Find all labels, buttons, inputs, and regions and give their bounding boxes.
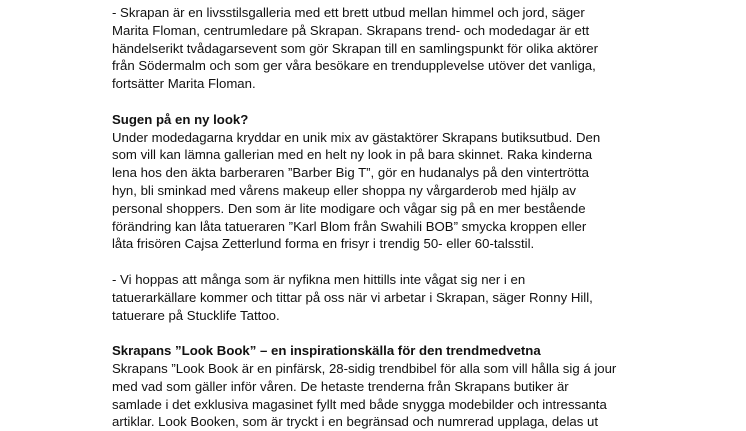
text-line: Under modedagarna kryddar en unik mix av gästaktörer Skrapans butiksutbud. Den <box>112 129 601 145</box>
paragraph-spacer <box>112 324 632 342</box>
text-line: - Vi hoppas att många som är nyfikna men hittills inte vågat sig ner i en <box>112 271 526 287</box>
paragraph-spacer <box>112 253 632 271</box>
text-line: - Skrapan är en livsstilsgalleria med ett brett utbud mellan himmel och jord, säger <box>112 5 585 20</box>
text-line: fortsätter Marita Floman. <box>112 76 256 92</box>
text-line: samlade i det exklusiva magasinet fyllt med både snygga modebilder och intressanta <box>112 396 607 412</box>
text-line: personal shoppers. Den som är lite modigare och vågar sig på en mer bestående <box>112 200 586 216</box>
text-line: tatuerare på Stucklife Tattoo. <box>112 307 280 323</box>
text-line: händelserikt tvådagarsevent som gör Skrapan till en samlingspunkt för olika aktörer <box>112 40 598 56</box>
paragraph-look-book <box>112 360 632 431</box>
text-line: tatuerarkällare kommer och tittar på oss när vi arbetar i Skrapan, säger Ronny Hill, <box>112 289 593 305</box>
paragraph-spacer <box>112 93 632 111</box>
text-line: förändring kan låta tatueraren ”Karl Blom från Swahili BOB” smycka kroppen eller <box>112 218 587 234</box>
document-body <box>112 4 632 431</box>
text-line: hyn, bli sminkad med vårens makeup eller shoppa ny vårgarderob med hjälp av <box>112 182 577 198</box>
paragraph-quote-ronny <box>112 271 632 324</box>
text-line: med vad som gäller inför våren. De hetaste trenderna från Skrapans butiker är <box>112 378 569 394</box>
paragraph-fashion-days <box>112 129 632 254</box>
text-line: lena hos den äkta barberaren ”Barber Big T”, gör en hudanalys på den vintertrötta <box>112 165 589 181</box>
heading-look-book: Skrapans ”Look Book” – en inspirationskälla för den trendmedvetna <box>112 343 541 359</box>
text-line: Skrapans ”Look Book är en pinfärsk, 28-sidig trendbibel för alla som vill hålla sig á jour <box>112 360 617 376</box>
text-line: som vill kan lämna gallerian med en helt ny look in på bara skinnet. Raka kinderna <box>112 147 593 163</box>
text-line: från Södermalm och som ger våra besökare en trendupplevelse utöver det vanliga, <box>112 58 596 74</box>
text-line: artiklar. Look Booken, som är tryckt i en begränsad och numrerad upplaga, delas ut <box>112 414 599 430</box>
text-line: Marita Floman, centrumledare på Skrapan. Skrapans trend- och modedagar är ett <box>112 22 590 38</box>
text-line: låta frisören Cajsa Zetterlund forma en frisyr i trendig 50- eller 60-talsstil. <box>112 236 535 252</box>
paragraph-quote-marita <box>112 4 632 93</box>
heading-new-look: Sugen på en ny look? <box>112 111 249 127</box>
